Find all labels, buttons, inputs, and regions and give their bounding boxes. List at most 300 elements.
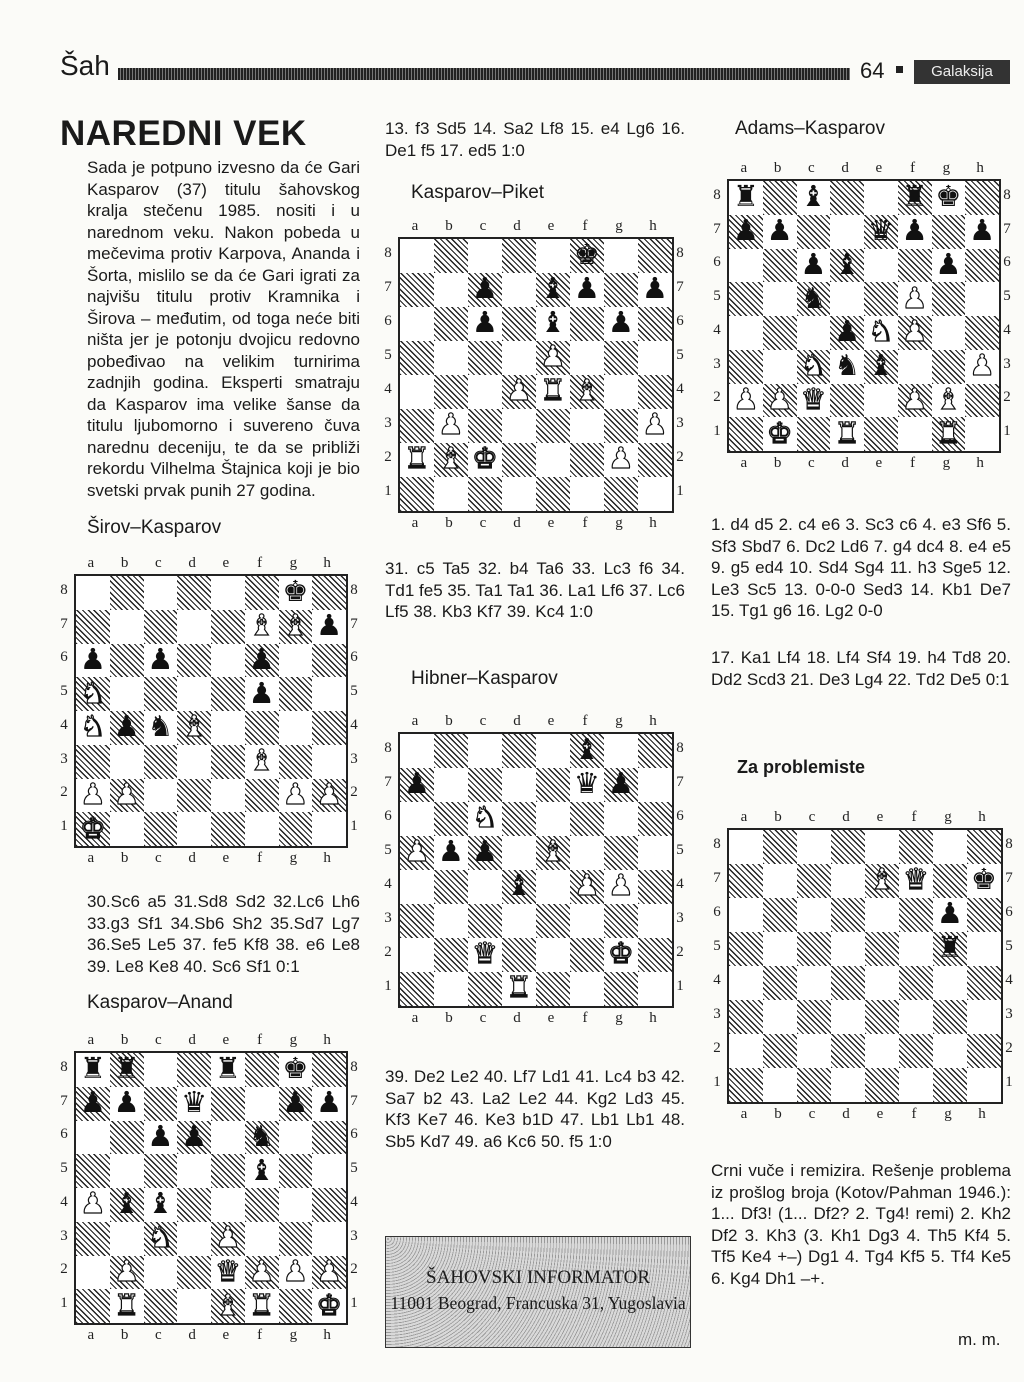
board-square [400, 768, 434, 802]
board-square [763, 316, 797, 350]
board-square [279, 711, 313, 745]
black-pawn-icon: ♟ [732, 215, 759, 248]
rank-label-right: 4 [676, 876, 684, 892]
board-square [536, 477, 570, 511]
board-square [536, 938, 570, 972]
file-label-bottom: d [513, 515, 521, 531]
board-square [864, 316, 898, 350]
board-square [638, 239, 672, 273]
black-pawn-icon: ♟ [147, 643, 174, 676]
board-square [638, 409, 672, 443]
file-label-top: g [942, 160, 951, 176]
rank-label-left: 8 [60, 581, 68, 598]
board-square [211, 1289, 245, 1323]
white-pawn-icon: ♟ [437, 409, 465, 442]
white-queen-icon: ♛ [800, 383, 827, 416]
board-square [400, 802, 434, 836]
rank-label-left: 1 [384, 483, 392, 499]
board-square [604, 904, 638, 938]
section-title: Šah [60, 50, 110, 81]
board-square [434, 409, 468, 443]
rank-label-right: 5 [676, 842, 684, 858]
board-grid [727, 828, 1003, 1104]
board-grid [74, 574, 348, 848]
board-square [933, 966, 967, 1000]
rank-label-left: 4 [60, 1193, 68, 1210]
board-square [110, 576, 144, 610]
board-square [245, 1289, 279, 1323]
board-square [434, 341, 468, 375]
board-square [898, 181, 932, 215]
problem-title: Za problemiste [737, 757, 866, 777]
file-label-top: b [445, 713, 453, 729]
board-square [729, 898, 763, 932]
white-pawn-icon: ♟ [969, 350, 996, 383]
file-label-bottom: g [942, 455, 951, 471]
game-title-shirov: Širov–Kasparov [87, 517, 222, 538]
board-square [211, 1256, 245, 1290]
board-square [536, 904, 570, 938]
board-square [830, 350, 864, 384]
white-bishop-icon: ♝ [248, 745, 275, 778]
board-square [211, 1121, 245, 1155]
board-square [830, 181, 864, 215]
board-square [400, 938, 434, 972]
board-square [865, 966, 899, 1000]
rank-label-right: 8 [350, 581, 358, 598]
board-square [536, 870, 570, 904]
rank-label-right: 4 [676, 381, 684, 397]
file-label-top: e [547, 218, 555, 234]
board-square [604, 375, 638, 409]
file-label-top: f [910, 160, 916, 176]
black-queen-icon: ♛ [573, 768, 601, 801]
board-square [965, 384, 999, 418]
file-label-bottom: g [615, 1010, 623, 1026]
board-square [211, 1188, 245, 1222]
file-label-bottom: f [582, 1010, 588, 1026]
rank-label-right: 3 [676, 415, 684, 431]
board-square [763, 830, 797, 864]
file-label-top: e [875, 160, 883, 176]
board-square [502, 443, 536, 477]
board-square [468, 802, 502, 836]
board-square [797, 1000, 831, 1034]
board-square [831, 1034, 865, 1068]
black-pawn-icon: ♟ [969, 215, 996, 248]
white-pawn-icon: ♟ [505, 375, 533, 408]
file-label-top: h [649, 713, 657, 729]
rank-label-right: 3 [676, 910, 684, 926]
board-square [763, 864, 797, 898]
board-square [144, 1087, 178, 1121]
board-square [536, 443, 570, 477]
file-label-bottom: b [445, 1010, 453, 1026]
board-square [536, 239, 570, 273]
rank-label-right: 4 [350, 1193, 358, 1210]
white-pawn-icon: ♟ [316, 1255, 343, 1288]
file-label-top: b [445, 218, 453, 234]
rank-label-left: 1 [60, 818, 68, 835]
board-square [797, 417, 831, 451]
file-label-bottom: d [188, 850, 196, 866]
black-bishop-icon: ♝ [867, 350, 894, 383]
white-king-icon: ♚ [471, 443, 499, 476]
board-square [312, 812, 346, 846]
board-square [245, 644, 279, 678]
file-label-top: a [87, 555, 95, 571]
board-square [899, 932, 933, 966]
black-pawn-icon: ♟ [437, 836, 465, 869]
black-pawn-icon: ♟ [936, 898, 964, 931]
file-label-top: f [257, 555, 263, 571]
file-label-bottom: h [976, 455, 984, 471]
rank-label-right: 4 [1003, 321, 1011, 338]
board-square [604, 870, 638, 904]
board-square [245, 576, 279, 610]
board-square [965, 316, 999, 350]
board-square [110, 711, 144, 745]
rank-label-right: 5 [350, 1160, 358, 1177]
board-square [864, 384, 898, 418]
rank-label-right: 7 [676, 279, 684, 295]
board-square [570, 443, 604, 477]
board-square [967, 1068, 1001, 1102]
white-rook-icon: ♜ [505, 972, 533, 1005]
board-shirov [58, 552, 368, 872]
rank-label-left: 4 [60, 716, 68, 733]
file-label-bottom: a [740, 455, 748, 471]
board-square [76, 644, 110, 678]
file-label-top: g [615, 713, 623, 729]
board-square [211, 1087, 245, 1121]
white-pawn-icon: ♟ [248, 1255, 275, 1288]
board-square [932, 249, 966, 283]
board-square [279, 644, 313, 678]
board-square [932, 181, 966, 215]
board-square [570, 341, 604, 375]
white-pawn-icon: ♟ [901, 316, 928, 349]
board-square [211, 677, 245, 711]
board-square [279, 576, 313, 610]
board-square [570, 972, 604, 1006]
board-square [400, 836, 434, 870]
board-square [468, 341, 502, 375]
board-square [899, 864, 933, 898]
file-label-bottom: a [411, 515, 419, 531]
black-bishop-icon: ♝ [834, 248, 861, 281]
board-square [763, 1000, 797, 1034]
board-square [570, 904, 604, 938]
board-square [570, 239, 604, 273]
board-square [831, 1000, 865, 1034]
black-knight-icon: ♞ [248, 1120, 275, 1153]
board-square [763, 932, 797, 966]
moves-adams: 1. d4 d5 2. c4 e6 3. Sc3 c6 4. e3 Sf6 5. Sf3 Sbd7 6. Dc2 Ld6 7. g4 dc4 8. e4 e5 9. g5 ed4 10. Sd4 Sg4 11. h3 Sge5 12. Le3 Sc5 13. 0-0-0 Sed3 14. Kb1 De7 15. Tg1 g6 16. Lg2 0-0 [711, 515, 1011, 620]
rank-label-right: 1 [350, 1295, 358, 1312]
rank-label-left: 2 [713, 1040, 721, 1056]
file-label-top: c [808, 160, 815, 176]
black-rook-icon: ♜ [901, 181, 928, 214]
white-pawn-icon: ♟ [732, 383, 759, 416]
black-bishop-icon: ♝ [573, 734, 601, 767]
board-square [965, 417, 999, 451]
board-square [434, 443, 468, 477]
rank-label-left: 7 [60, 1092, 68, 1109]
white-pawn-icon: ♟ [901, 282, 928, 315]
white-pawn-icon: ♟ [113, 1255, 140, 1288]
board-square [797, 864, 831, 898]
board-square [211, 1154, 245, 1188]
file-label-top: h [649, 218, 657, 234]
board-square [604, 734, 638, 768]
board-square [797, 898, 831, 932]
board-square [865, 932, 899, 966]
board-square [570, 375, 604, 409]
black-pawn-icon: ♟ [766, 215, 793, 248]
board-square [830, 215, 864, 249]
file-label-bottom: c [808, 1106, 816, 1122]
board-square [400, 239, 434, 273]
board-square [76, 1256, 110, 1290]
board-square [729, 864, 763, 898]
rank-label-left: 4 [713, 972, 721, 988]
rank-label-right: 5 [1003, 288, 1011, 305]
file-label-bottom: b [120, 850, 129, 866]
board-square [797, 830, 831, 864]
rank-label-right: 7 [350, 615, 358, 632]
board-square [763, 966, 797, 1000]
black-pawn-icon: ♟ [316, 1087, 343, 1120]
board-square [898, 215, 932, 249]
black-bishop-icon: ♝ [113, 1188, 140, 1221]
board-grid [398, 237, 674, 513]
board-square [864, 249, 898, 283]
board-square [468, 307, 502, 341]
white-pawn-icon: ♟ [214, 1222, 241, 1255]
board-square [144, 1154, 178, 1188]
informator-name: ŠAHOVSKI INFORMATOR [426, 1267, 650, 1288]
black-pawn-icon: ♟ [248, 643, 275, 676]
board-square [763, 215, 797, 249]
rank-label-left: 7 [60, 615, 68, 632]
file-label-top: g [289, 1032, 298, 1048]
board-square [245, 812, 279, 846]
board-square [434, 938, 468, 972]
board-square [899, 830, 933, 864]
rank-label-left: 7 [713, 220, 721, 237]
white-pawn-icon: ♟ [539, 341, 567, 374]
board-square [502, 239, 536, 273]
board-square [536, 802, 570, 836]
board-square [434, 307, 468, 341]
board-square [797, 1068, 831, 1102]
board-square [245, 1053, 279, 1087]
file-label-bottom: d [842, 1106, 850, 1122]
board-adams [705, 155, 1023, 475]
board-anand [58, 1027, 368, 1349]
file-label-bottom: c [155, 1327, 162, 1343]
board-square [729, 966, 763, 1000]
board-square [468, 375, 502, 409]
board-square [468, 409, 502, 443]
black-pawn-icon: ♟ [471, 273, 499, 306]
board-square [729, 215, 763, 249]
board-square [898, 316, 932, 350]
rank-label-left: 6 [384, 313, 392, 329]
board-square [279, 1121, 313, 1155]
rank-label-left: 3 [384, 415, 392, 431]
board-square [144, 576, 178, 610]
file-label-bottom: g [289, 850, 298, 866]
game-title-adams: Adams–Kasparov [735, 118, 885, 139]
file-label-bottom: b [120, 1327, 129, 1343]
white-knight-icon: ♞ [147, 1222, 174, 1255]
board-square [110, 1188, 144, 1222]
board-square [76, 1222, 110, 1256]
board-square [502, 870, 536, 904]
rank-label-left: 3 [60, 750, 68, 767]
board-square [110, 644, 144, 678]
board-square [110, 779, 144, 813]
board-square [177, 745, 211, 779]
board-square [536, 273, 570, 307]
board-square [211, 812, 245, 846]
file-label-bottom: a [411, 1010, 419, 1026]
rank-label-left: 2 [60, 1261, 68, 1278]
board-square [279, 1222, 313, 1256]
board-square [965, 215, 999, 249]
board-square [797, 932, 831, 966]
white-pawn-icon: ♟ [607, 443, 635, 476]
board-square [400, 904, 434, 938]
board-square [76, 779, 110, 813]
board-square [864, 417, 898, 451]
board-square [110, 1121, 144, 1155]
rank-label-left: 3 [384, 910, 392, 926]
rank-label-right: 6 [1003, 254, 1011, 271]
board-square [570, 409, 604, 443]
board-square [245, 711, 279, 745]
file-label-top: d [513, 218, 521, 234]
moves-hibner: 39. De2 Le2 40. Lf7 Ld1 41. Lc4 b3 42. Sa7 b2 43. La2 Le2 44. Kg2 Ld3 45. Kf3 Ke7 46. Ke3 b1D 47. Lb1 Lb1 48. Sb5 Kd7 49. a6 Kc6 50. f5 1:0 [385, 1067, 685, 1151]
black-pawn-icon: ♟ [471, 836, 499, 869]
white-pawn-icon: ♟ [282, 778, 309, 811]
file-label-top: h [976, 160, 984, 176]
board-square [898, 249, 932, 283]
board-square [967, 830, 1001, 864]
board-square [933, 1068, 967, 1102]
board-square [76, 812, 110, 846]
board-square [797, 966, 831, 1000]
board-square [144, 745, 178, 779]
white-pawn-icon: ♟ [113, 778, 140, 811]
board-square [245, 1256, 279, 1290]
rank-label-right: 6 [350, 1126, 358, 1143]
file-label-bottom: e [222, 850, 230, 866]
black-king-icon: ♚ [970, 864, 998, 897]
file-label-top: a [87, 1032, 95, 1048]
black-pawn-icon: ♟ [248, 677, 275, 710]
board-square [899, 966, 933, 1000]
board-square [110, 1087, 144, 1121]
board-square [468, 273, 502, 307]
board-square [502, 972, 536, 1006]
file-label-top: d [842, 809, 850, 825]
board-square [967, 1034, 1001, 1068]
file-label-top: b [774, 809, 782, 825]
black-king-icon: ♚ [282, 576, 309, 609]
file-label-bottom: c [479, 515, 487, 531]
white-knight-icon: ♞ [79, 677, 106, 710]
black-king-icon: ♚ [573, 239, 601, 272]
article-body: Sada je potpuno izvesno da će Gari Kasparov (37) titulu šahovskog kralja stečenu 1985. nositi i u narednom veku. Nakon pobeda u mečevima protiv Karpova, Ananda i Šorta, mislilo se da će Gari igrati za najvišu titulu protiv Kramnika i Širova – međutim, od toga neće biti ništa jer je potonju dvojicu redovno pobeđivao na velikim turnirima zadnjih godina. Eksperti smatraju da Kasparov ima velike šanse da titulu ljubomorno i suvereno čuva narednu deceniju, te da se približi rekordu Vilhelma Štajnica koji je bio svetski prvak punih 27 godina. [87, 158, 360, 500]
rank-label-left: 2 [384, 944, 392, 960]
file-label-bottom: c [479, 1010, 487, 1026]
rank-label-right: 6 [676, 808, 684, 824]
board-square [76, 1121, 110, 1155]
board-square [638, 870, 672, 904]
black-knight-icon: ♞ [800, 282, 827, 315]
board-square [468, 734, 502, 768]
page-number: 64 [860, 58, 885, 83]
board-square [177, 576, 211, 610]
rank-label-left: 7 [384, 279, 392, 295]
board-square [898, 384, 932, 418]
board-grid [74, 1051, 348, 1325]
file-label-bottom: f [910, 455, 916, 471]
board-square [830, 316, 864, 350]
file-label-bottom: h [978, 1106, 986, 1122]
board-square [831, 898, 865, 932]
rank-label-right: 5 [1005, 938, 1013, 954]
board-square [899, 1034, 933, 1068]
board-square [144, 1053, 178, 1087]
board-square [570, 836, 604, 870]
white-pawn-icon: ♟ [641, 409, 669, 442]
board-square [932, 215, 966, 249]
board-grid [727, 179, 1001, 453]
board-square [245, 1087, 279, 1121]
file-label-top: b [120, 555, 129, 571]
rank-label-right: 1 [350, 818, 358, 835]
rank-label-right: 8 [1005, 836, 1013, 852]
game-title-hibner: Hibner–Kasparov [411, 668, 558, 689]
board-square [279, 1188, 313, 1222]
board-square [865, 864, 899, 898]
rank-label-left: 4 [384, 381, 392, 397]
board-square [76, 1087, 110, 1121]
board-square [831, 1068, 865, 1102]
file-label-bottom: c [808, 455, 815, 471]
board-square [76, 745, 110, 779]
file-label-top: e [222, 1032, 230, 1048]
board-square [211, 1222, 245, 1256]
board-square [312, 677, 346, 711]
white-bishop-icon: ♝ [935, 383, 962, 416]
board-square [312, 779, 346, 813]
rank-label-right: 5 [350, 683, 358, 700]
rank-label-left: 5 [60, 683, 68, 700]
black-pawn-icon: ♟ [282, 1087, 309, 1120]
board-square [967, 966, 1001, 1000]
board-square [965, 181, 999, 215]
board-square [638, 802, 672, 836]
rank-label-right: 2 [1005, 1040, 1013, 1056]
black-bishop-icon: ♝ [147, 1188, 174, 1221]
board-square [76, 1053, 110, 1087]
rank-label-left: 3 [713, 355, 721, 372]
